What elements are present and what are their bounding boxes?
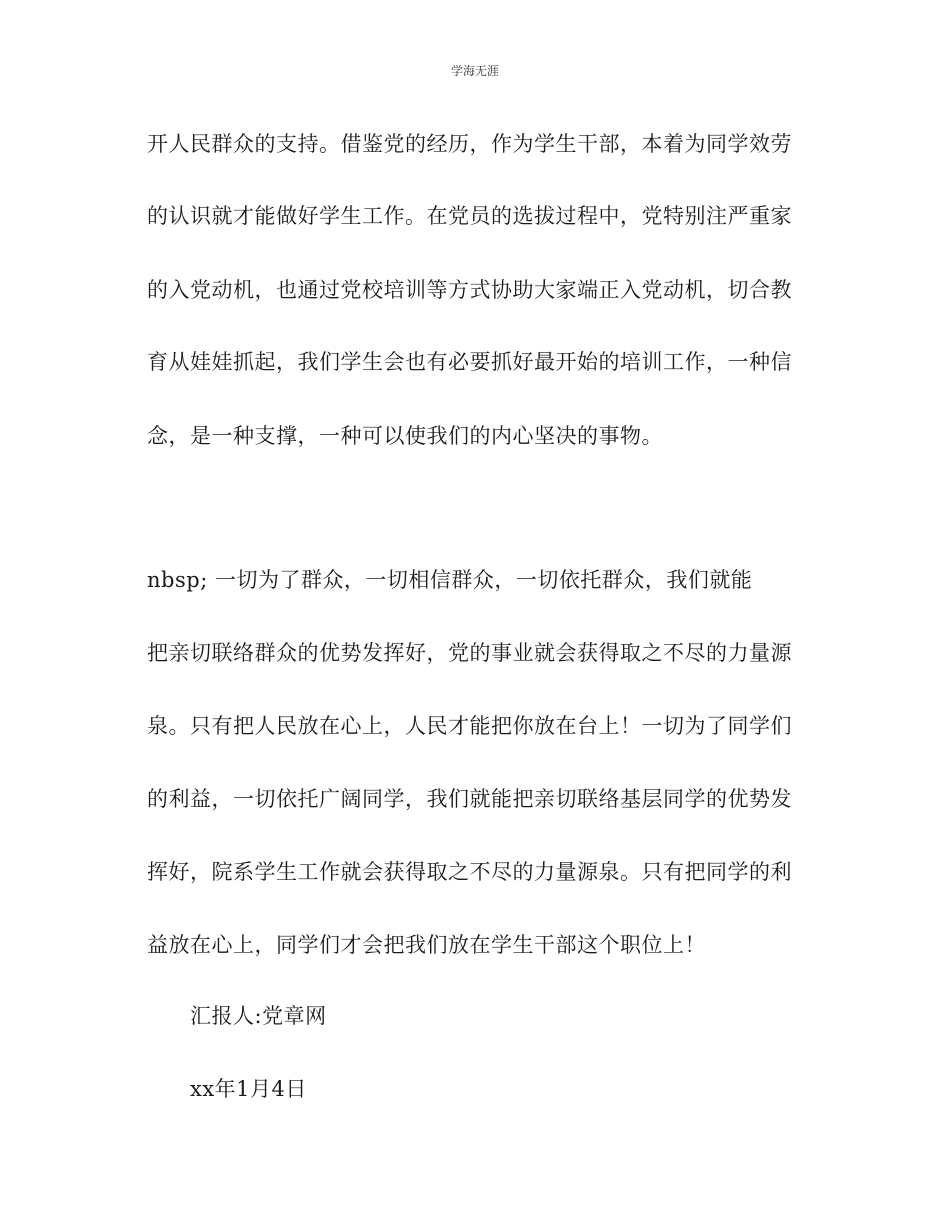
date-line: xx年1月4日: [190, 1077, 307, 1101]
text-line: 育从娃娃抓起，我们学生会也有必要抓好最开始的培训工作，一种信: [147, 350, 792, 374]
reporter-line: 汇报人:党章网: [190, 1004, 327, 1028]
text-line: 挥好，院系学生工作就会获得取之不尽的力量源泉。只有把同学的利: [147, 860, 792, 884]
text-line: 的利益，一切依托广阔同学，我们就能把亲切联络基层同学的优势发: [147, 787, 792, 811]
text-line: nbsp; 一切为了群众，一切相信群众，一切依托群众，我们就能: [147, 568, 753, 592]
text-line: 益放在心上，同学们才会把我们放在学生干部这个职位上！: [147, 933, 706, 957]
text-line: 泉。只有把人民放在心上，人民才能把你放在台上！一切为了同学们: [147, 714, 792, 738]
page-header: 学海无涯: [450, 64, 499, 78]
text-line: 的认识就才能做好学生工作。在党员的选拔过程中，党特别注严重家: [147, 204, 792, 228]
text-line: 念，是一种支撑，一种可以使我们的内心坚决的事物。: [147, 424, 663, 448]
text-line: 的入党动机，也通过党校培训等方式协助大家端正入党动机，切合教: [147, 278, 792, 302]
text-line: 把亲切联络群众的优势发挥好，党的事业就会获得取之不尽的力量源: [147, 641, 792, 665]
text-line: 开人民群众的支持。借鉴党的经历，作为学生干部，本着为同学效劳: [147, 132, 792, 156]
